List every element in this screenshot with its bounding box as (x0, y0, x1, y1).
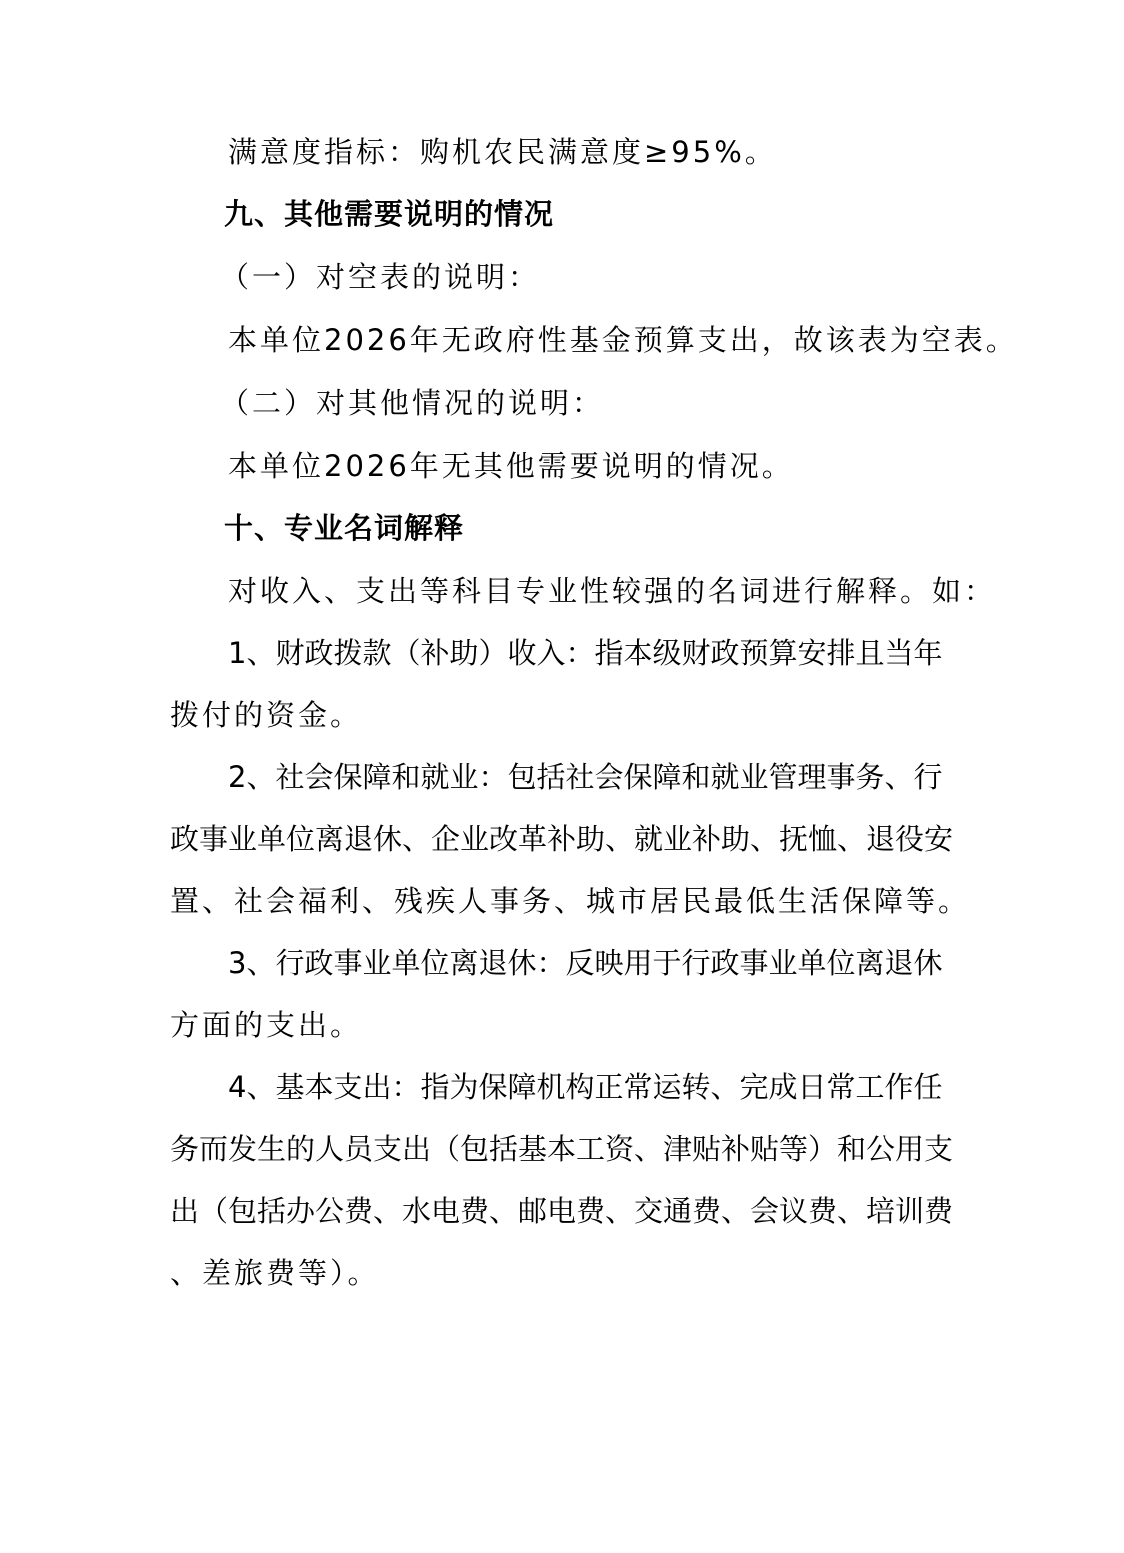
subheading-other-matters: （二）对其他情况的说明： (220, 386, 605, 420)
glossary-item-3-line-1: 3、行政事业单位离退休：反映用于行政事业单位离退休 (228, 946, 943, 980)
paragraph-other-matters: 本单位2026年无其他需要说明的情况。 (228, 449, 794, 483)
glossary-item-4-line-3: 出（包括办公费、水电费、邮电费、交通费、会议费、培训费 (170, 1194, 954, 1228)
paragraph-empty-table: 本单位2026年无政府性基金预算支出，故该表为空表。 (228, 323, 1018, 357)
glossary-item-3-line-2: 方面的支出。 (170, 1008, 363, 1042)
glossary-item-1-line-2: 拨付的资金。 (170, 698, 363, 732)
glossary-item-2-line-3: 置、社会福利、残疾人事务、城市居民最低生活保障等。 (170, 884, 971, 918)
section-heading-other-matters: 九、其他需要说明的情况 (224, 197, 555, 231)
glossary-item-4-line-1: 4、基本支出：指为保障机构正常运转、完成日常工作任 (228, 1070, 943, 1104)
satisfaction-indicator-line: 满意度指标：购机农民满意度≥95%。 (228, 135, 777, 169)
glossary-item-2-line-1: 2、社会保障和就业：包括社会保障和就业管理事务、行 (228, 760, 943, 794)
glossary-intro: 对收入、支出等科目专业性较强的名词进行解释。如： (228, 574, 997, 608)
subheading-empty-table: （一）对空表的说明： (220, 260, 541, 294)
glossary-item-4-line-2: 务而发生的人员支出（包括基本工资、津贴补贴等）和公用支 (170, 1132, 954, 1166)
glossary-item-4-line-4: 、差旅费等）。 (170, 1256, 380, 1290)
glossary-item-2-line-2: 政事业单位离退休、企业改革补助、就业补助、抚恤、退役安 (170, 822, 954, 856)
section-heading-glossary: 十、专业名词解释 (224, 511, 465, 545)
glossary-item-1-line-1: 1、财政拨款（补助）收入：指本级财政预算安排且当年 (228, 636, 943, 670)
